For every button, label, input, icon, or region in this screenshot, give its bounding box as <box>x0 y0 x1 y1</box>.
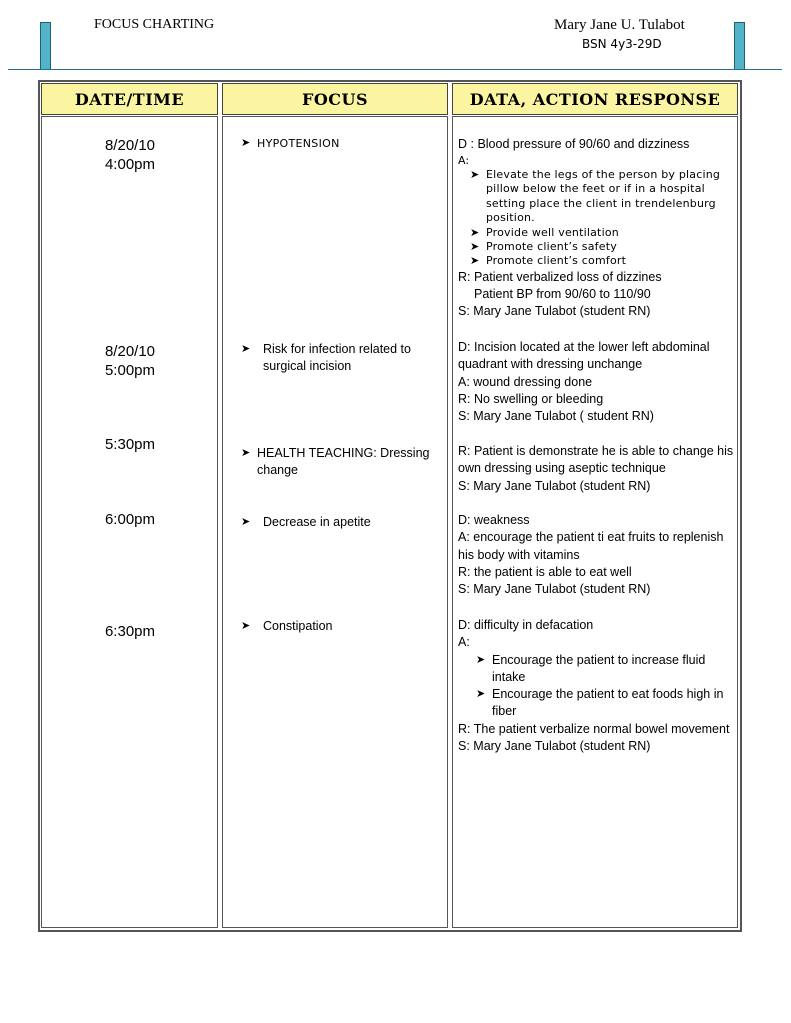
arrow-bullet-icon: ➤ <box>470 225 480 239</box>
entry-4-data <box>458 512 738 598</box>
entry-1-d: D : Blood pressure of 90/60 and dizziness <box>458 137 690 151</box>
entry-1-time: 4:00pm <box>104 156 156 173</box>
entry-4-time: 6:00pm <box>104 511 156 528</box>
entry-4-s: S: Mary Jane Tulabot (student RN) <box>458 582 651 597</box>
entry-2-s: S: Mary Jane Tulabot ( student RN) <box>458 409 654 424</box>
left-tab-decoration <box>40 22 51 70</box>
entry-1-action-4: ➤ Promote client’s comfort <box>470 254 627 268</box>
arrow-bullet-icon: ➤ <box>470 254 480 268</box>
right-tab-decoration <box>734 22 745 70</box>
entry-5-focus: ➤ Constipation <box>241 619 333 633</box>
entry-2-datetime <box>65 342 195 380</box>
arrow-bullet-icon: ➤ <box>241 137 251 149</box>
entry-3-data <box>458 443 738 495</box>
header-date-time: DATE/TIME <box>41 83 218 115</box>
entry-5-action-2: ➤ Encourage the patient to eat foods high in fiber <box>476 687 724 719</box>
header-rule <box>8 69 782 70</box>
entry-1-focus: ➤ HYPOTENSION <box>241 137 340 150</box>
author-section: BSN 4y3-29D <box>582 37 662 51</box>
entry-4-datetime <box>65 510 195 529</box>
entry-1-action-2: ➤ Provide well ventilation <box>470 225 619 239</box>
arrow-bullet-icon: ➤ <box>241 620 251 632</box>
entry-4-d: D: weakness <box>458 513 530 527</box>
entry-5-d: D: difficulty in defacation <box>458 618 594 632</box>
entry-3-time: 5:30pm <box>104 436 156 453</box>
entry-1-date: 8/20/10 <box>104 137 156 154</box>
header-data-action-response: DATA, ACTION RESPONSE <box>452 83 738 115</box>
arrow-bullet-icon: ➤ <box>241 343 251 355</box>
document-title: FOCUS CHARTING <box>94 17 215 32</box>
entry-5-r: R: The patient verbalize normal bowel movement <box>458 721 730 736</box>
entry-2-data <box>458 339 738 425</box>
arrow-bullet-icon: ➤ <box>241 516 251 528</box>
entry-5-action-1: ➤ Encourage the patient to increase fluid intake <box>476 652 706 684</box>
arrow-bullet-icon: ➤ <box>476 653 486 666</box>
entry-1-data <box>458 136 738 320</box>
entry-3-focus: ➤ HEALTH TEACHING: Dressing change <box>241 446 430 477</box>
arrow-bullet-icon: ➤ <box>470 168 480 181</box>
author-name: Mary Jane U. Tulabot <box>554 17 685 33</box>
entry-4-r: R: the patient is able to eat well <box>458 564 632 579</box>
entry-2-date: 8/20/10 <box>104 343 156 360</box>
entry-4-a: A: encourage the patient ti eat fruits to replenish his body with vitamins <box>458 530 724 562</box>
entry-5-a-label: A: <box>458 635 470 650</box>
entry-1-r1: R: Patient verbalized loss of dizzines <box>458 269 662 284</box>
entry-1-r2: Patient BP from 90/60 to 110/90 <box>474 286 651 301</box>
entry-2-d: D: Incision located at the lower left abdominal quadrant with dressing unchange <box>458 340 710 372</box>
entry-5-time: 6:30pm <box>104 623 156 640</box>
entry-2-focus: ➤ Risk for infection related to surgical incision <box>241 342 411 373</box>
entry-1-a-label: A: <box>458 154 470 167</box>
arrow-bullet-icon: ➤ <box>476 688 486 701</box>
entry-5-datetime <box>65 622 195 641</box>
arrow-bullet-icon: ➤ <box>241 447 251 459</box>
arrow-bullet-icon: ➤ <box>470 240 480 254</box>
entry-2-a: A: wound dressing done <box>458 374 593 389</box>
entry-2-r: R: No swelling or bleeding <box>458 391 604 406</box>
entry-1-action-1: ➤ Elevate the legs of the person by placing pillow below the feet or if in a hospital setting place the client in trendelenburg position. <box>470 168 721 225</box>
entry-4-focus: ➤ Decrease in apetite <box>241 515 371 529</box>
entry-3-datetime <box>65 435 195 454</box>
entry-1-datetime <box>65 136 195 174</box>
entry-1-action-3: ➤ Promote client’s safety <box>470 240 617 254</box>
header-focus: FOCUS <box>222 83 448 115</box>
entry-3-r: R: Patient is demonstrate he is able to change his own dressing using aseptic technique <box>458 444 734 476</box>
entry-1-s: S: Mary Jane Tulabot (student RN) <box>458 303 651 318</box>
entry-5-s: S: Mary Jane Tulabot (student RN) <box>458 739 651 754</box>
entry-2-time: 5:00pm <box>104 362 156 379</box>
entry-5-data <box>458 617 738 755</box>
entry-3-s: S: Mary Jane Tulabot (student RN) <box>458 478 651 493</box>
